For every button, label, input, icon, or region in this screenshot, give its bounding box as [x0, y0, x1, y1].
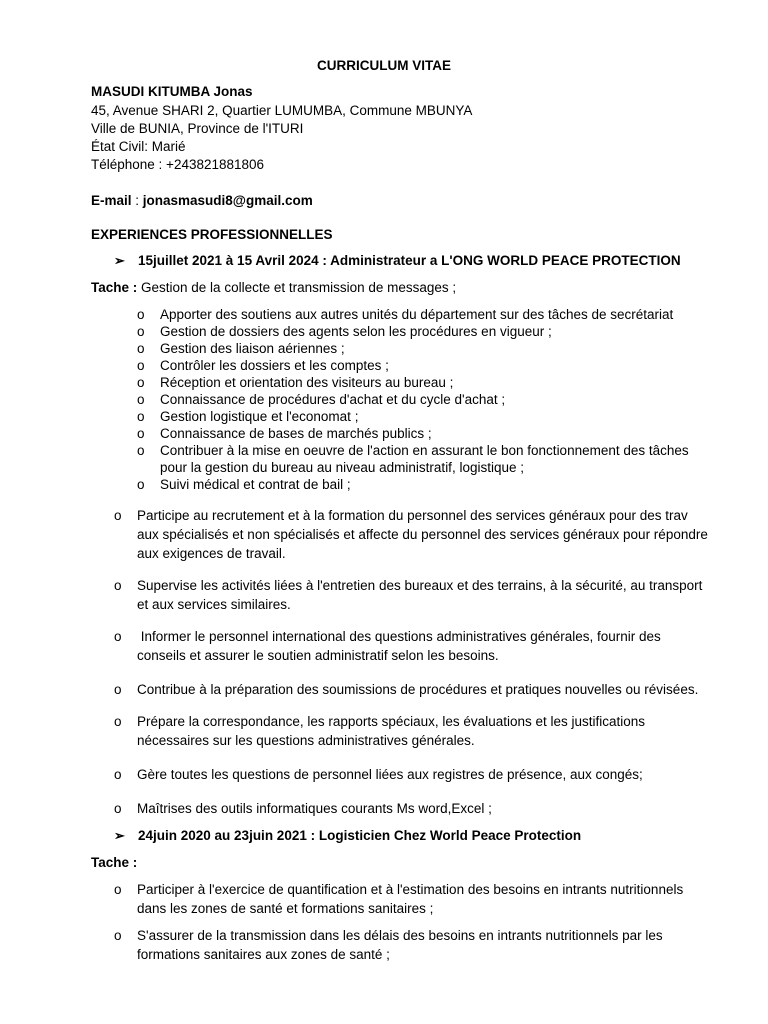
circle-bullet-icon: o: [114, 714, 122, 729]
list-item: [114, 576, 710, 614]
circle-bullet-icon: o: [114, 578, 122, 593]
civil-status: État Civil: Marié: [91, 139, 186, 154]
address-line-1: 45, Avenue SHARI 2, Quartier LUMUMBA, Commune MBUNYA: [91, 103, 473, 118]
circle-bullet-icon: o: [114, 767, 122, 782]
list-item: [114, 680, 710, 699]
list-item-text: S'assurer de la transmission dans les délais des besoins en intrants nutritionnels par les formations sanitaires aux zones de santé ;: [137, 928, 663, 962]
circle-bullet-icon: o: [137, 392, 145, 407]
list-item-text: Prépare la correspondance, les rapports spéciaux, les évaluations et les justifications nécessaires sur les questions administratives générales.: [137, 714, 646, 748]
list-item-text: Informer le personnel international des questions administratives générales, fournir des conseils et assurer le soutien administratif selon les besoins.: [137, 629, 665, 663]
phone-number: Téléphone : +243821881806: [91, 157, 265, 172]
list-item-text: Réception et orientation des visiteurs au bureau ;: [160, 375, 454, 390]
job2-heading: [114, 828, 581, 844]
list-item-text: Contribue à la préparation des soumissions de procédures et pratiques nouvelles ou révisées.: [137, 682, 699, 697]
list-item-text: Apporter des soutiens aux autres unités du département sur des tâches de secrétariat: [160, 307, 674, 322]
circle-bullet-icon: o: [137, 426, 145, 441]
circle-bullet-icon: o: [137, 341, 145, 356]
list-item: [137, 323, 717, 340]
list-item: [137, 476, 717, 493]
list-item: [137, 306, 717, 323]
circle-bullet-icon: o: [137, 409, 145, 424]
list-item-text: Participer à l'exercice de quantification et à l'estimation des besoins en intrants nutritionnels dans les zones de santé et formations sanitaires ;: [137, 882, 684, 916]
arrow-bullet-icon: ➢: [114, 828, 125, 843]
list-item-text: Maîtrises des outils informatiques courants Ms word,Excel ;: [137, 801, 492, 816]
list-item: [114, 799, 710, 818]
email-label: E-mail: [91, 193, 132, 208]
list-item-text: Gestion des liaison aériennes ;: [160, 341, 345, 356]
list-item: [114, 765, 710, 784]
circle-bullet-icon: o: [114, 928, 122, 943]
circle-bullet-icon: o: [137, 324, 145, 339]
job1-task-label: Tache :: [91, 280, 138, 295]
circle-bullet-icon: o: [114, 629, 122, 644]
list-item: [114, 506, 710, 563]
circle-bullet-icon: o: [137, 443, 145, 458]
list-item-text: Contrôler les dossiers et les comptes ;: [160, 358, 389, 373]
email-separator: :: [131, 193, 143, 208]
circle-bullet-icon: o: [114, 508, 122, 523]
list-item-text: Supervise les activités liées à l'entretien des bureaux et des terrains, à la sécurité, au transport et aux services similaires.: [137, 578, 703, 612]
job1-task-text: Gestion de la collecte et transmission de messages ;: [137, 280, 457, 295]
circle-bullet-icon: o: [137, 358, 145, 373]
list-item: [114, 712, 710, 750]
section-title-experiences: EXPERIENCES PROFESSIONNELLES: [91, 227, 333, 242]
email-address: jonasmasudi8@gmail.com: [142, 193, 313, 208]
circle-bullet-icon: o: [114, 682, 122, 697]
circle-bullet-icon: o: [137, 375, 145, 390]
address-line-2: Ville de BUNIA, Province de l'ITURI: [91, 121, 304, 136]
circle-bullet-icon: o: [114, 882, 122, 897]
job1-heading: [114, 253, 681, 269]
list-item: [114, 627, 710, 665]
list-item: [137, 374, 717, 391]
list-item-text: Suivi médical et contrat de bail ;: [160, 477, 351, 492]
list-item-text: Connaissance de procédures d'achat et du cycle d'achat ;: [160, 392, 506, 407]
list-item: [137, 408, 717, 425]
list-item: [137, 442, 717, 476]
arrow-bullet-icon: ➢: [114, 253, 125, 268]
list-item: [137, 391, 717, 408]
list-item: [114, 926, 710, 964]
list-item: [137, 425, 717, 442]
list-item-text: Contribuer à la mise en oeuvre de l'action en assurant le bon fonctionnement des tâches pour la gestion du bureau au niveau administratif, logistique ;: [160, 443, 689, 475]
job1-task-line: [91, 280, 456, 295]
list-item-text: Connaissance de bases de marchés publics ;: [160, 426, 432, 441]
document-title: CURRICULUM VITAE: [317, 58, 451, 73]
list-item-text: Gère toutes les questions de personnel liées aux registres de présence, aux congés;: [137, 767, 643, 782]
list-item-text: Gestion logistique et l'economat ;: [160, 409, 359, 424]
circle-bullet-icon: o: [137, 307, 145, 322]
job2-task-label: Tache :: [91, 855, 138, 870]
job2-heading-text: 24juin 2020 au 23juin 2021 : Logisticien Chez World Peace Protection: [138, 828, 582, 843]
list-item-text: Gestion de dossiers des agents selon les procédures en vigueur ;: [160, 324, 552, 339]
circle-bullet-icon: o: [137, 477, 145, 492]
list-item: [137, 357, 717, 374]
list-item-text: Participe au recrutement et à la formation du personnel des services généraux pour des trav aux spécialisés et non spécialisés et affecte du personnel des services généraux pour répondre aux exigences de travail.: [137, 508, 708, 561]
job1-heading-text: 15juillet 2021 à 15 Avril 2024 : Administrateur a L'ONG WORLD PEACE PROTECTION: [138, 253, 681, 268]
list-item: [114, 880, 710, 918]
person-name: MASUDI KITUMBA Jonas: [91, 84, 253, 99]
list-item: [137, 340, 717, 357]
circle-bullet-icon: o: [114, 801, 122, 816]
email-line: [91, 192, 313, 210]
job1-inner-list: [137, 306, 717, 493]
